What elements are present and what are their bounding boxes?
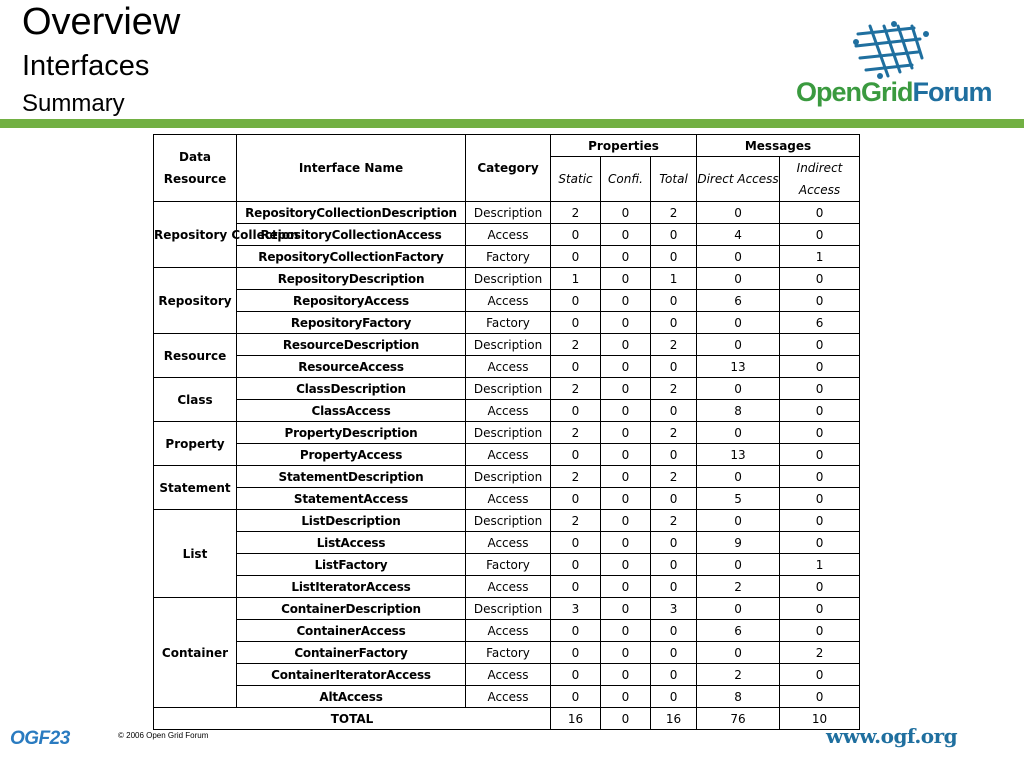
- static-cell: 0: [551, 576, 601, 598]
- slide-title: Overview: [22, 1, 181, 43]
- confi-cell: 0: [601, 312, 651, 334]
- header-interface-name: Interface Name: [237, 135, 466, 202]
- indirect-cell: 0: [780, 598, 860, 620]
- category-cell: Description: [466, 466, 551, 488]
- static-cell: 2: [551, 466, 601, 488]
- confi-cell: 0: [601, 268, 651, 290]
- interface-name-cell: PropertyDescription: [237, 422, 466, 444]
- header-static: Static: [551, 157, 601, 202]
- indirect-cell: 2: [780, 642, 860, 664]
- indirect-cell: 0: [780, 202, 860, 224]
- indirect-cell: 0: [780, 620, 860, 642]
- totals-direct: 76: [697, 708, 780, 730]
- header-divider: [0, 119, 1024, 128]
- interface-name-cell: ListDescription: [237, 510, 466, 532]
- table-row: [154, 356, 860, 378]
- confi-cell: 0: [601, 664, 651, 686]
- confi-cell: 0: [601, 554, 651, 576]
- interface-name-cell: ContainerDescription: [237, 598, 466, 620]
- category-cell: Factory: [466, 246, 551, 268]
- group-cell: Resource: [154, 334, 237, 378]
- category-cell: Factory: [466, 642, 551, 664]
- interface-name-cell: RepositoryFactory: [237, 312, 466, 334]
- indirect-cell: 0: [780, 378, 860, 400]
- header-messages: Messages: [697, 135, 860, 157]
- indirect-cell: 0: [780, 664, 860, 686]
- category-cell: Access: [466, 224, 551, 246]
- total-cell: 0: [651, 290, 697, 312]
- group-cell: Repository: [154, 268, 237, 334]
- interface-name-cell: AltAccess: [237, 686, 466, 708]
- static-cell: 0: [551, 488, 601, 510]
- group-cell: Container: [154, 598, 237, 708]
- indirect-cell: 0: [780, 334, 860, 356]
- indirect-cell: 0: [780, 488, 860, 510]
- interface-name-cell: RepositoryCollectionFactory: [237, 246, 466, 268]
- category-cell: Access: [466, 400, 551, 422]
- indirect-cell: 0: [780, 686, 860, 708]
- table-row: [154, 268, 860, 290]
- group-cell: Property: [154, 422, 237, 466]
- total-cell: 0: [651, 312, 697, 334]
- interface-name-cell: RepositoryAccess: [237, 290, 466, 312]
- confi-cell: 0: [601, 356, 651, 378]
- static-cell: 0: [551, 532, 601, 554]
- category-cell: Access: [466, 686, 551, 708]
- direct-cell: 6: [697, 290, 780, 312]
- total-cell: 2: [651, 334, 697, 356]
- group-cell: Statement: [154, 466, 237, 510]
- confi-cell: 0: [601, 290, 651, 312]
- direct-cell: 5: [697, 488, 780, 510]
- table-row: [154, 466, 860, 488]
- group-cell: Class: [154, 378, 237, 422]
- table-row: [154, 510, 860, 532]
- indirect-cell: 0: [780, 356, 860, 378]
- interfaces-summary-table: [153, 134, 860, 730]
- category-cell: Description: [466, 378, 551, 400]
- static-cell: 0: [551, 642, 601, 664]
- static-cell: 0: [551, 664, 601, 686]
- interface-name-cell: ContainerAccess: [237, 620, 466, 642]
- table-row: [154, 686, 860, 708]
- totals-label: TOTAL: [154, 708, 551, 730]
- static-cell: 0: [551, 224, 601, 246]
- category-cell: Access: [466, 532, 551, 554]
- direct-cell: 9: [697, 532, 780, 554]
- total-cell: 0: [651, 356, 697, 378]
- direct-cell: 0: [697, 268, 780, 290]
- slide-subtitle: Interfaces: [22, 50, 150, 82]
- total-cell: 0: [651, 620, 697, 642]
- confi-cell: 0: [601, 466, 651, 488]
- direct-cell: 0: [697, 422, 780, 444]
- direct-cell: 0: [697, 510, 780, 532]
- totals-confi: 0: [601, 708, 651, 730]
- static-cell: 0: [551, 400, 601, 422]
- table-row: [154, 576, 860, 598]
- total-cell: 0: [651, 488, 697, 510]
- indirect-cell: 0: [780, 576, 860, 598]
- table-row: [154, 422, 860, 444]
- confi-cell: 0: [601, 510, 651, 532]
- interface-name-cell: RepositoryCollectionAccess: [237, 224, 466, 246]
- direct-cell: 0: [697, 466, 780, 488]
- direct-cell: 6: [697, 620, 780, 642]
- category-cell: Description: [466, 202, 551, 224]
- table-row: [154, 312, 860, 334]
- table-row: [154, 378, 860, 400]
- direct-cell: 0: [697, 334, 780, 356]
- category-cell: Factory: [466, 312, 551, 334]
- table-row: [154, 290, 860, 312]
- slide-subsubtitle: Summary: [22, 90, 125, 117]
- table-row: [154, 246, 860, 268]
- header-confi: Confi.: [601, 157, 651, 202]
- total-cell: 2: [651, 202, 697, 224]
- interface-name-cell: ClassDescription: [237, 378, 466, 400]
- confi-cell: 0: [601, 334, 651, 356]
- confi-cell: 0: [601, 444, 651, 466]
- table-row: [154, 598, 860, 620]
- category-cell: Description: [466, 598, 551, 620]
- category-cell: Factory: [466, 554, 551, 576]
- static-cell: 0: [551, 620, 601, 642]
- direct-cell: 13: [697, 356, 780, 378]
- interface-name-cell: PropertyAccess: [237, 444, 466, 466]
- direct-cell: 4: [697, 224, 780, 246]
- total-cell: 2: [651, 466, 697, 488]
- static-cell: 0: [551, 312, 601, 334]
- interface-name-cell: StatementDescription: [237, 466, 466, 488]
- static-cell: 0: [551, 444, 601, 466]
- indirect-cell: 0: [780, 224, 860, 246]
- category-cell: Description: [466, 422, 551, 444]
- interface-name-cell: StatementAccess: [237, 488, 466, 510]
- total-cell: 0: [651, 246, 697, 268]
- category-cell: Access: [466, 664, 551, 686]
- interface-name-cell: RepositoryCollectionDescription: [237, 202, 466, 224]
- interface-name-cell: ResourceAccess: [237, 356, 466, 378]
- table-row: [154, 444, 860, 466]
- total-cell: 0: [651, 664, 697, 686]
- group-cell: List: [154, 510, 237, 598]
- static-cell: 2: [551, 378, 601, 400]
- direct-cell: 0: [697, 202, 780, 224]
- static-cell: 2: [551, 202, 601, 224]
- totals-indirect: 10: [780, 708, 860, 730]
- category-cell: Description: [466, 510, 551, 532]
- direct-cell: 0: [697, 312, 780, 334]
- confi-cell: 0: [601, 400, 651, 422]
- static-cell: 0: [551, 686, 601, 708]
- table-row: [154, 202, 860, 224]
- table-row: [154, 334, 860, 356]
- static-cell: 3: [551, 598, 601, 620]
- interface-name-cell: ListAccess: [237, 532, 466, 554]
- static-cell: 2: [551, 510, 601, 532]
- total-cell: 1: [651, 268, 697, 290]
- indirect-cell: 0: [780, 400, 860, 422]
- category-cell: Description: [466, 268, 551, 290]
- total-cell: 0: [651, 400, 697, 422]
- group-cell: Repository Collection: [154, 202, 237, 268]
- confi-cell: 0: [601, 532, 651, 554]
- website-url: www.ogf.org: [826, 724, 958, 748]
- header-indirect-access: Indirect Access: [780, 157, 860, 202]
- indirect-cell: 1: [780, 554, 860, 576]
- table-row: [154, 642, 860, 664]
- category-cell: Access: [466, 444, 551, 466]
- indirect-cell: 0: [780, 532, 860, 554]
- table-row: [154, 664, 860, 686]
- static-cell: 1: [551, 268, 601, 290]
- interface-name-cell: ResourceDescription: [237, 334, 466, 356]
- interface-name-cell: RepositoryDescription: [237, 268, 466, 290]
- table-row: [154, 554, 860, 576]
- confi-cell: 0: [601, 642, 651, 664]
- total-cell: 2: [651, 422, 697, 444]
- table-row: [154, 488, 860, 510]
- total-cell: 0: [651, 642, 697, 664]
- direct-cell: 2: [697, 664, 780, 686]
- category-cell: Access: [466, 356, 551, 378]
- total-cell: 2: [651, 510, 697, 532]
- header-data-resource: Data Resource: [154, 135, 237, 202]
- header-properties: Properties: [551, 135, 697, 157]
- grid-mesh-icon: [796, 20, 980, 80]
- confi-cell: 0: [601, 686, 651, 708]
- direct-cell: 13: [697, 444, 780, 466]
- category-cell: Access: [466, 576, 551, 598]
- confi-cell: 0: [601, 576, 651, 598]
- confi-cell: 0: [601, 488, 651, 510]
- ogf23-badge: OGF23: [10, 728, 70, 749]
- totals-row: [154, 708, 860, 730]
- total-cell: 3: [651, 598, 697, 620]
- confi-cell: 0: [601, 202, 651, 224]
- totals-total: 16: [651, 708, 697, 730]
- indirect-cell: 6: [780, 312, 860, 334]
- indirect-cell: 0: [780, 444, 860, 466]
- total-cell: 0: [651, 532, 697, 554]
- confi-cell: 0: [601, 598, 651, 620]
- ogf-logo: [796, 20, 992, 110]
- direct-cell: 2: [697, 576, 780, 598]
- static-cell: 2: [551, 422, 601, 444]
- indirect-cell: 0: [780, 290, 860, 312]
- category-cell: Access: [466, 290, 551, 312]
- static-cell: 2: [551, 334, 601, 356]
- indirect-cell: 0: [780, 422, 860, 444]
- total-cell: 0: [651, 576, 697, 598]
- direct-cell: 0: [697, 554, 780, 576]
- indirect-cell: 0: [780, 466, 860, 488]
- direct-cell: 0: [697, 246, 780, 268]
- table-body: [154, 202, 860, 708]
- direct-cell: 8: [697, 686, 780, 708]
- header-direct-access: Direct Access: [697, 157, 780, 202]
- direct-cell: 0: [697, 378, 780, 400]
- total-cell: 0: [651, 554, 697, 576]
- header-total: Total: [651, 157, 697, 202]
- interface-name-cell: ListIteratorAccess: [237, 576, 466, 598]
- table-row: [154, 620, 860, 642]
- confi-cell: 0: [601, 620, 651, 642]
- total-cell: 0: [651, 224, 697, 246]
- indirect-cell: 0: [780, 510, 860, 532]
- direct-cell: 0: [697, 642, 780, 664]
- total-cell: 2: [651, 378, 697, 400]
- direct-cell: 0: [697, 598, 780, 620]
- category-cell: Access: [466, 488, 551, 510]
- direct-cell: 8: [697, 400, 780, 422]
- interface-name-cell: ContainerIteratorAccess: [237, 664, 466, 686]
- confi-cell: 0: [601, 224, 651, 246]
- confi-cell: 0: [601, 246, 651, 268]
- interface-name-cell: ContainerFactory: [237, 642, 466, 664]
- interface-name-cell: ClassAccess: [237, 400, 466, 422]
- static-cell: 0: [551, 356, 601, 378]
- total-cell: 0: [651, 686, 697, 708]
- category-cell: Description: [466, 334, 551, 356]
- header-category: Category: [466, 135, 551, 202]
- totals-static: 16: [551, 708, 601, 730]
- indirect-cell: 1: [780, 246, 860, 268]
- logo-wordmark: OpenGridForum: [796, 77, 992, 107]
- confi-cell: 0: [601, 378, 651, 400]
- table-row: [154, 400, 860, 422]
- category-cell: Access: [466, 620, 551, 642]
- interface-name-cell: ListFactory: [237, 554, 466, 576]
- table-row: [154, 532, 860, 554]
- total-cell: 0: [651, 444, 697, 466]
- static-cell: 0: [551, 246, 601, 268]
- static-cell: 0: [551, 290, 601, 312]
- static-cell: 0: [551, 554, 601, 576]
- indirect-cell: 0: [780, 268, 860, 290]
- copyright-text: © 2006 Open Grid Forum: [118, 731, 209, 740]
- confi-cell: 0: [601, 422, 651, 444]
